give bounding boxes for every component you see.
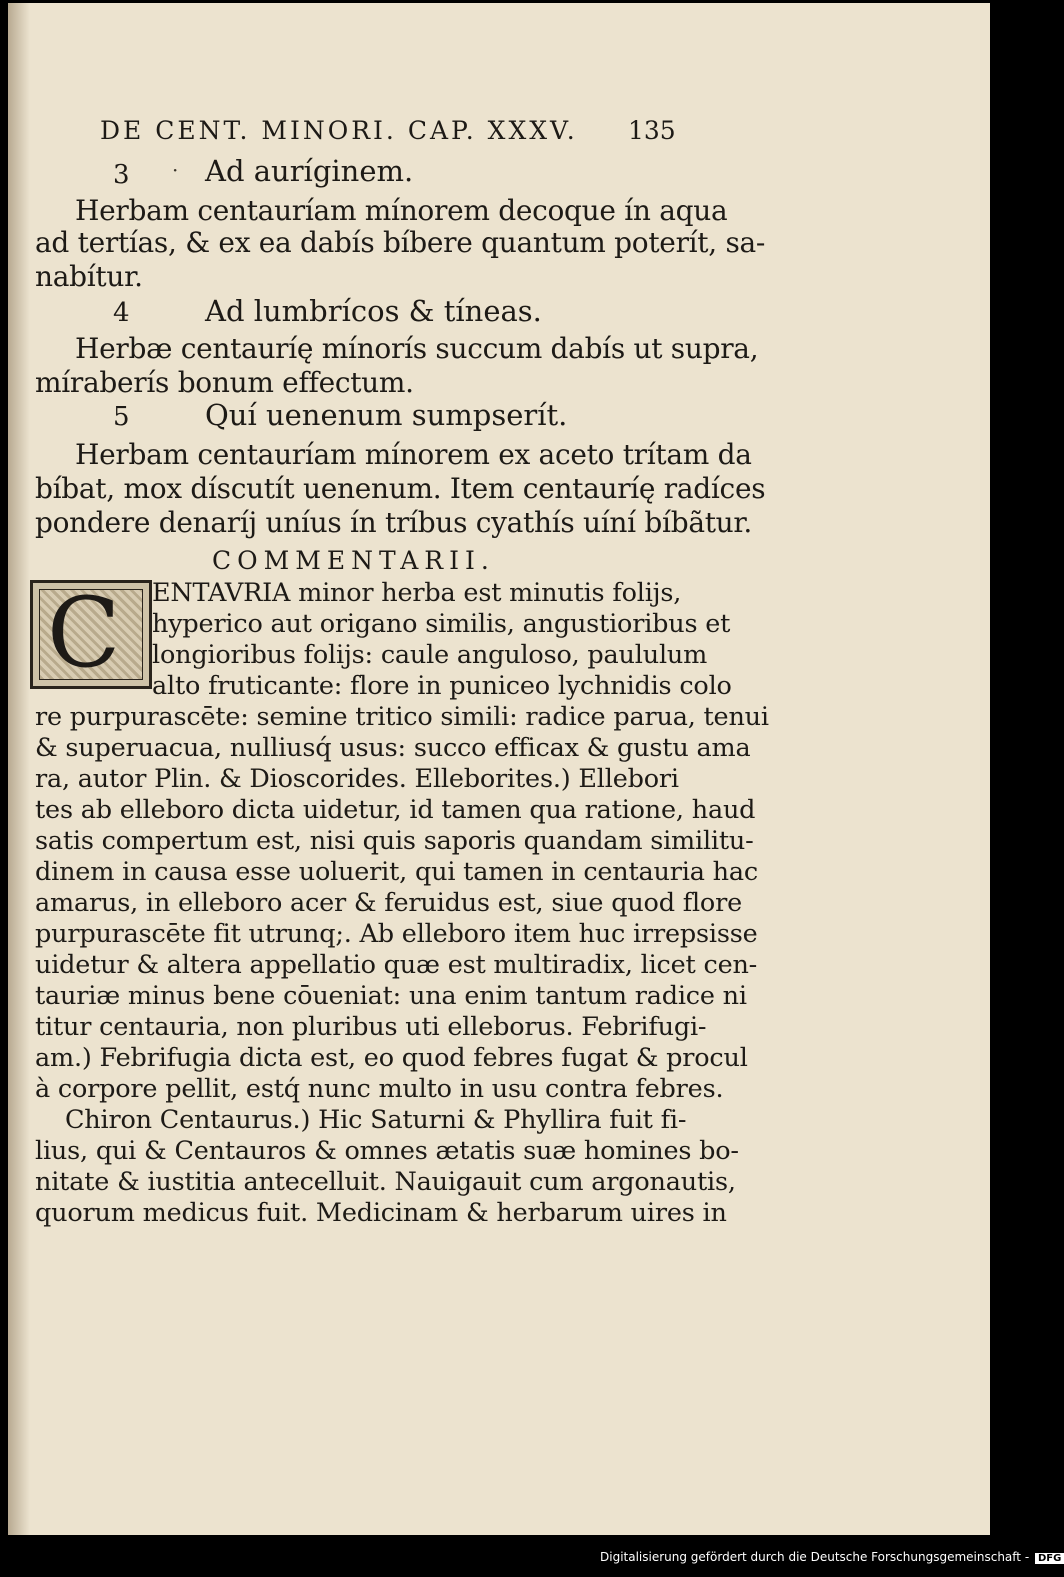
- commentary-line: tes ab elleboro dicta uidetur, id tamen qua ratione, haud: [35, 795, 756, 825]
- decorated-initial: [30, 577, 152, 689]
- initial-letter: C: [47, 577, 121, 689]
- commentary-line: lius, qui & Centauros & omnes ætatis suæ homines bo-: [35, 1136, 739, 1166]
- credit-text: Digitalisierung gefördert durch die Deutsche Forschungsgemeinschaft -: [600, 1550, 1030, 1564]
- text-line: míraberís bonum effectum.: [35, 366, 414, 399]
- commentary-line: ra, autor Plin. & Dioscorides. Elleborites.) Ellebori: [35, 764, 679, 794]
- commentary-line: hyperico aut origano similis, angustioribus et: [152, 609, 731, 639]
- commentary-line: nitate & iustitia antecelluit. Nauigauit cum argonautis,: [35, 1167, 736, 1197]
- running-title: DE CENT. MINORI. CAP. XXXV.: [100, 116, 578, 145]
- commentary-line: purpurascēte fit utrunq;. Ab elleboro item huc irrepsisse: [35, 919, 758, 949]
- text-line: bíbat, mox díscutít uenenum. Item centauríę radíces: [35, 472, 766, 505]
- section-number: 4: [113, 298, 130, 328]
- section-heading: Quí uenenum sumpserít.: [205, 398, 568, 432]
- commentary-line: titur centauria, non pluribus uti elleborus. Febrifugi-: [35, 1012, 707, 1042]
- digitization-credit: [600, 1550, 1064, 1564]
- section-heading: Ad lumbrícos & tíneas.: [205, 294, 542, 328]
- section-number: 5: [113, 402, 130, 432]
- commentary-line: quorum medicus fuit. Medicinam & herbarum uires in: [35, 1198, 727, 1228]
- commentary-line: Chiron Centaurus.) Hic Saturni & Phyllira fuit fi-: [65, 1105, 687, 1135]
- section-heading: Ad auríginem.: [205, 154, 414, 188]
- commentary-line: dinem in causa esse uoluerit, qui tamen in centauria hac: [35, 857, 758, 887]
- commentary-line: & superuacua, nulliusq́ usus: succo efficax & gustu ama: [35, 733, 751, 763]
- commentary-line: uidetur & altera appellatio quæ est multiradix, licet cen-: [35, 950, 758, 980]
- text-line: Herbam centauríam mínorem ex aceto trítam da: [75, 438, 752, 471]
- commentary-line: re purpurascēte: semine tritico simili: radice parua, tenui: [35, 702, 769, 732]
- commentary-line: ENTAVRIA minor herba est minutis folijs,: [152, 578, 682, 608]
- commentary-line: tauriæ minus bene cōueniat: una enim tantum radice ni: [35, 981, 747, 1011]
- text-line: Herbam centauríam mínorem decoque ín aqua: [75, 194, 728, 227]
- dfg-logo: DFG: [1035, 1553, 1064, 1564]
- section-number: 3: [113, 160, 130, 190]
- commentary-line: am.) Febrifugia dicta est, eo quod febres fugat & procul: [35, 1043, 748, 1073]
- commentary-line: alto fruticante: flore in puniceo lychnidis colo: [152, 671, 732, 701]
- commentary-line: longioribus folijs: caule anguloso, paululum: [152, 640, 708, 670]
- commentary-line: amarus, in elleboro acer & feruidus est, siue quod flore: [35, 888, 742, 918]
- printer-mark: ·: [172, 158, 179, 182]
- text-line: ad tertías, & ex ea dabís bíbere quantum poterít, sa-: [35, 226, 766, 259]
- commentary-line: satis compertum est, nisi quis saporis quandam similitu-: [35, 826, 754, 856]
- text-line: nabítur.: [35, 260, 143, 293]
- text-line: Herbæ centauríę mínorís succum dabís ut supra,: [75, 332, 759, 365]
- text-line: pondere denaríj uníus ín tríbus cyathís uíní bíbãtur.: [35, 506, 753, 539]
- commentary-line: à corpore pellit, estq́ nunc multo in usu contra febres.: [35, 1074, 724, 1104]
- commentary-heading: COMMENTARII.: [212, 546, 495, 575]
- page-number: 135: [628, 116, 676, 145]
